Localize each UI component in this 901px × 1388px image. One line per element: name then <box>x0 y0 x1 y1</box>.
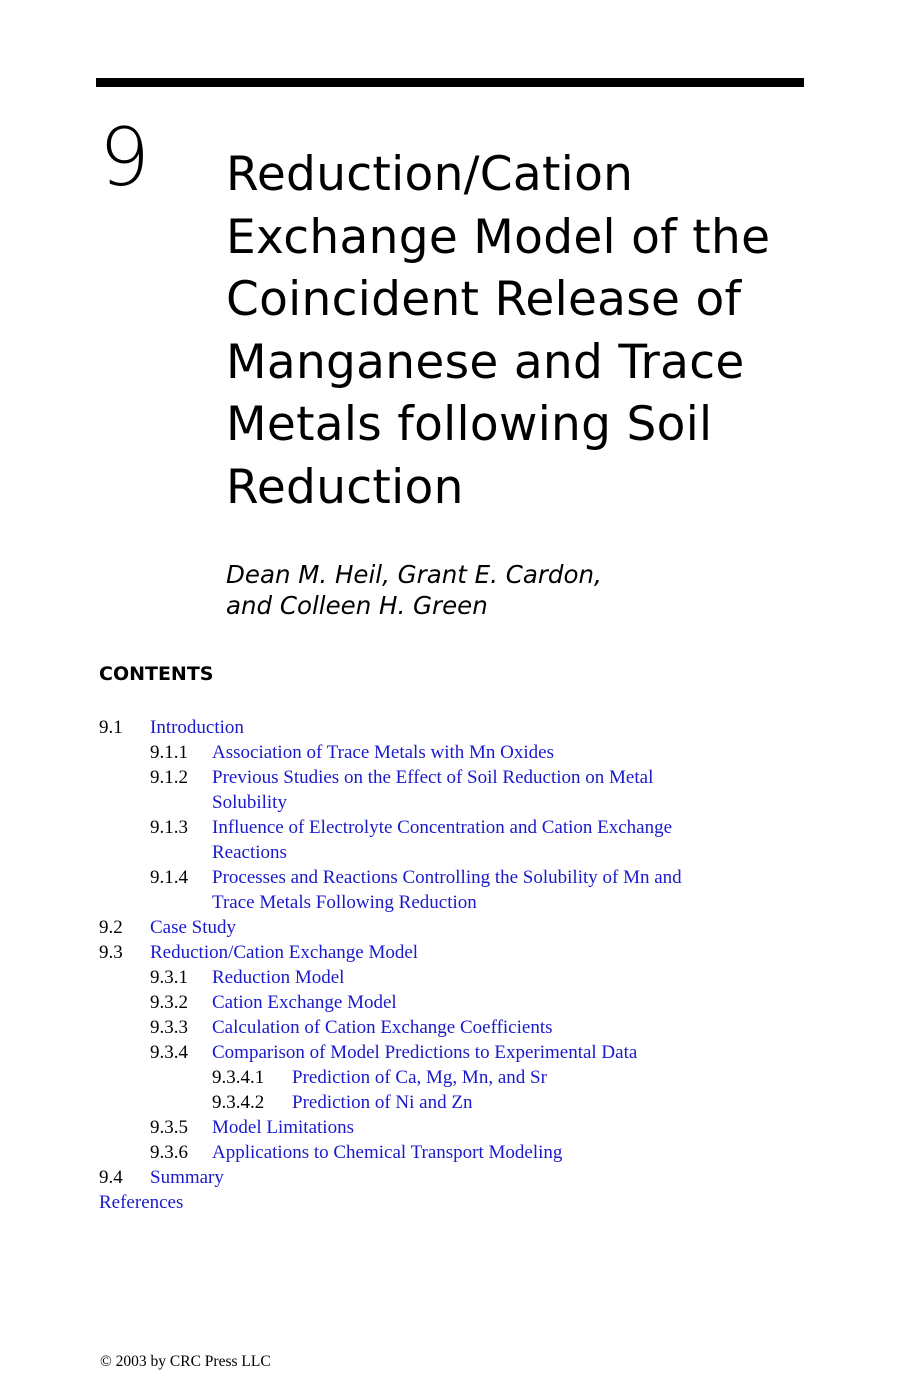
toc-entry-9-3-4-2 <box>99 1090 819 1115</box>
toc-number: 9.3.4 <box>150 1042 188 1063</box>
toc-number: 9.2 <box>99 917 123 938</box>
toc-entry-9-3-4-1 <box>99 1065 819 1090</box>
toc-number: 9.3 <box>99 942 123 963</box>
toc-entry-references <box>99 1190 819 1215</box>
toc-number: 9.4 <box>99 1167 123 1188</box>
toc-number: 9.3.4.2 <box>212 1092 265 1113</box>
table-of-contents <box>99 715 819 1215</box>
toc-number: 9.3.5 <box>150 1117 188 1138</box>
chapter-number: 9 <box>99 111 148 204</box>
toc-entry-9-3-3 <box>99 1015 819 1040</box>
contents-heading: CONTENTS <box>99 663 214 685</box>
toc-entry-9-3-4 <box>99 1040 819 1065</box>
toc-link-model-predictions[interactable]: Comparison of Model Predictions to Experimental Data <box>212 1042 638 1063</box>
chapter-top-rule <box>96 78 804 87</box>
toc-entry-9-1-4 <box>99 865 819 915</box>
toc-link-previous-studies[interactable]: Previous Studies on the Effect of Soil Reduction on Metal Solubility <box>212 767 654 813</box>
toc-link-chemical-transport-modeling[interactable]: Applications to Chemical Transport Modeling <box>212 1142 563 1163</box>
toc-link-introduction[interactable]: Introduction <box>150 717 244 738</box>
toc-number: 9.3.1 <box>150 967 188 988</box>
authors-line-2: and Colleen H. Green <box>226 590 488 620</box>
toc-link-model-limitations[interactable]: Model Limitations <box>212 1117 354 1138</box>
toc-entry-9-3 <box>99 940 819 965</box>
toc-link-electrolyte-concentration[interactable]: Influence of Electrolyte Concentration and Cation Exchange Reactions <box>212 817 673 863</box>
toc-number: 9.3.4.1 <box>212 1067 265 1088</box>
toc-link-cation-exchange-model[interactable]: Cation Exchange Model <box>212 992 397 1013</box>
toc-entry-9-2 <box>99 915 819 940</box>
toc-entry-9-3-1 <box>99 965 819 990</box>
toc-number: 9.3.2 <box>150 992 188 1013</box>
toc-number: 9.3.3 <box>150 1017 188 1038</box>
toc-entry-9-3-5 <box>99 1115 819 1140</box>
toc-number: 9.1 <box>99 717 123 738</box>
toc-entry-9-1-1 <box>99 740 819 765</box>
chapter-authors <box>226 560 786 621</box>
toc-link-references[interactable]: References <box>99 1192 184 1213</box>
toc-link-reduction-model[interactable]: Reduction Model <box>212 967 345 988</box>
toc-entry-9-1-2 <box>99 765 819 815</box>
toc-number: 9.1.1 <box>150 742 188 763</box>
toc-link-case-study[interactable]: Case Study <box>150 917 237 938</box>
toc-number: 9.1.4 <box>150 867 188 888</box>
toc-link-prediction-ca-mg-mn-sr[interactable]: Prediction of Ca, Mg, Mn, and Sr <box>292 1067 547 1088</box>
toc-link-summary[interactable]: Summary <box>150 1167 224 1188</box>
copyright-notice: © 2003 by CRC Press LLC <box>100 1353 271 1370</box>
toc-entry-9-1 <box>99 715 819 740</box>
chapter-title: Reduction/Cation Exchange Model of the Coincident Release of Manganese and Trace Metals following Soil Reduction <box>226 147 771 515</box>
toc-number: 9.1.3 <box>150 817 188 838</box>
toc-link-prediction-ni-zn[interactable]: Prediction of Ni and Zn <box>292 1092 473 1113</box>
toc-link-association-trace-metals[interactable]: Association of Trace Metals with Mn Oxides <box>212 742 554 763</box>
toc-link-processes-reactions[interactable]: Processes and Reactions Controlling the Solubility of Mn and Trace Metals Following Reduction <box>212 867 682 913</box>
toc-entry-9-4 <box>99 1165 819 1190</box>
authors-line-1: Dean M. Heil, Grant E. Cardon, <box>226 560 602 589</box>
toc-number: 9.3.6 <box>150 1142 188 1163</box>
toc-link-exchange-coefficients[interactable]: Calculation of Cation Exchange Coefficients <box>212 1017 553 1038</box>
toc-number: 9.1.2 <box>150 767 188 788</box>
toc-entry-9-3-2 <box>99 990 819 1015</box>
toc-entry-9-1-3 <box>99 815 819 865</box>
toc-link-reduction-cation-exchange-model[interactable]: Reduction/Cation Exchange Model <box>150 942 419 963</box>
toc-entry-9-3-6 <box>99 1140 819 1165</box>
